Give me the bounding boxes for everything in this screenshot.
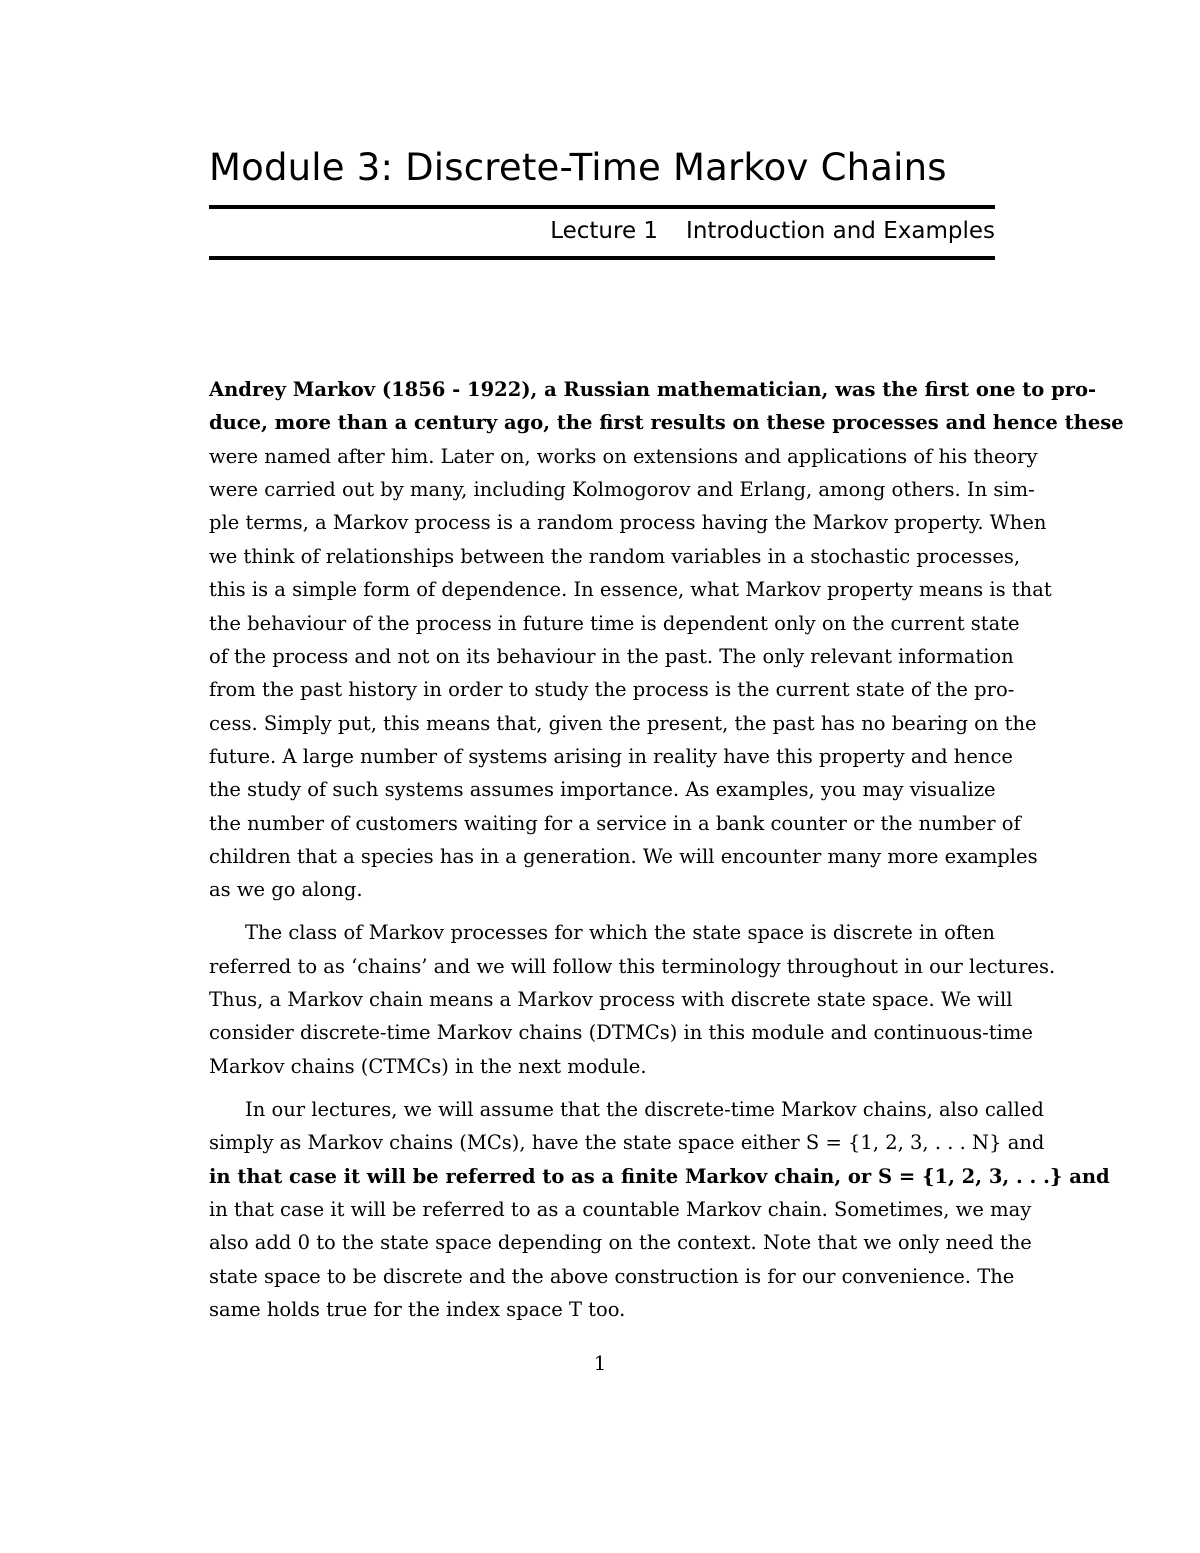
- lecture-title: Introduction and Examples: [686, 218, 995, 244]
- text-line: the behaviour of the process in future time is dependent only on the current state: [209, 612, 1020, 635]
- text-line: of the process and not on its behaviour in the past. The only relevant information: [209, 645, 1014, 668]
- text-line: the number of customers waiting for a service in a bank counter or the number of: [209, 812, 1021, 835]
- page-title: Module 3: Discrete-Time Markov Chains: [209, 146, 947, 189]
- text-line: duce, more than a century ago, the first results on these processes and hence these: [209, 411, 1124, 434]
- text-line: future. A large number of systems arising in reality have this property and hence: [209, 745, 1013, 768]
- title-rule-top: [209, 205, 995, 209]
- text-line: state space to be discrete and the above construction is for our convenience. The: [209, 1265, 1015, 1288]
- text-line: Andrey Markov (1856 - 1922), a Russian mathematician, was the first one to pro-: [209, 378, 1097, 401]
- text-line: simply as Markov chains (MCs), have the state space either S = {1, 2, 3, . . . N} and: [209, 1131, 1045, 1154]
- text-line: were carried out by many, including Kolmogorov and Erlang, among others. In sim-: [209, 478, 1035, 501]
- text-line: Thus, a Markov chain means a Markov process with discrete state space. We will: [209, 988, 1013, 1011]
- text-line: were named after him. Later on, works on extensions and applications of his theory: [209, 445, 1038, 468]
- text-line: ple terms, a Markov process is a random process having the Markov property. When: [209, 511, 1047, 534]
- text-line: in that case it will be referred to as a countable Markov chain. Sometimes, we may: [209, 1198, 1032, 1221]
- text-line: from the past history in order to study the process is the current state of the pro-: [209, 678, 1015, 701]
- text-line: the study of such systems assumes importance. As examples, you may visualize: [209, 778, 996, 801]
- lecture-heading: [550, 218, 995, 244]
- lecture-label: Lecture 1: [550, 218, 659, 244]
- title-rule-bottom: [209, 256, 995, 260]
- page-number: 1: [593, 1352, 607, 1375]
- text-line: in that case it will be referred to as a finite Markov chain, or S = {1, 2, 3, . . .} and: [209, 1165, 1110, 1188]
- text-line: we think of relationships between the random variables in a stochastic processes,: [209, 545, 1021, 568]
- text-line: same holds true for the index space T too.: [209, 1298, 626, 1321]
- text-line: this is a simple form of dependence. In essence, what Markov property means is that: [209, 578, 1052, 601]
- text-line: referred to as ‘chains’ and we will follow this terminology throughout in our lectures.: [209, 955, 1056, 978]
- text-line: cess. Simply put, this means that, given the present, the past has no bearing on the: [209, 712, 1037, 735]
- text-line: In our lectures, we will assume that the discrete-time Markov chains, also called: [245, 1098, 1044, 1121]
- text-line: The class of Markov processes for which the state space is discrete in often: [245, 921, 995, 944]
- text-line: children that a species has in a generation. We will encounter many more examples: [209, 845, 1038, 868]
- text-line: consider discrete-time Markov chains (DTMCs) in this module and continuous-time: [209, 1021, 1033, 1044]
- text-line: Markov chains (CTMCs) in the next module.: [209, 1055, 647, 1078]
- text-line: as we go along.: [209, 878, 363, 901]
- text-line: also add 0 to the state space depending on the context. Note that we only need the: [209, 1231, 1032, 1254]
